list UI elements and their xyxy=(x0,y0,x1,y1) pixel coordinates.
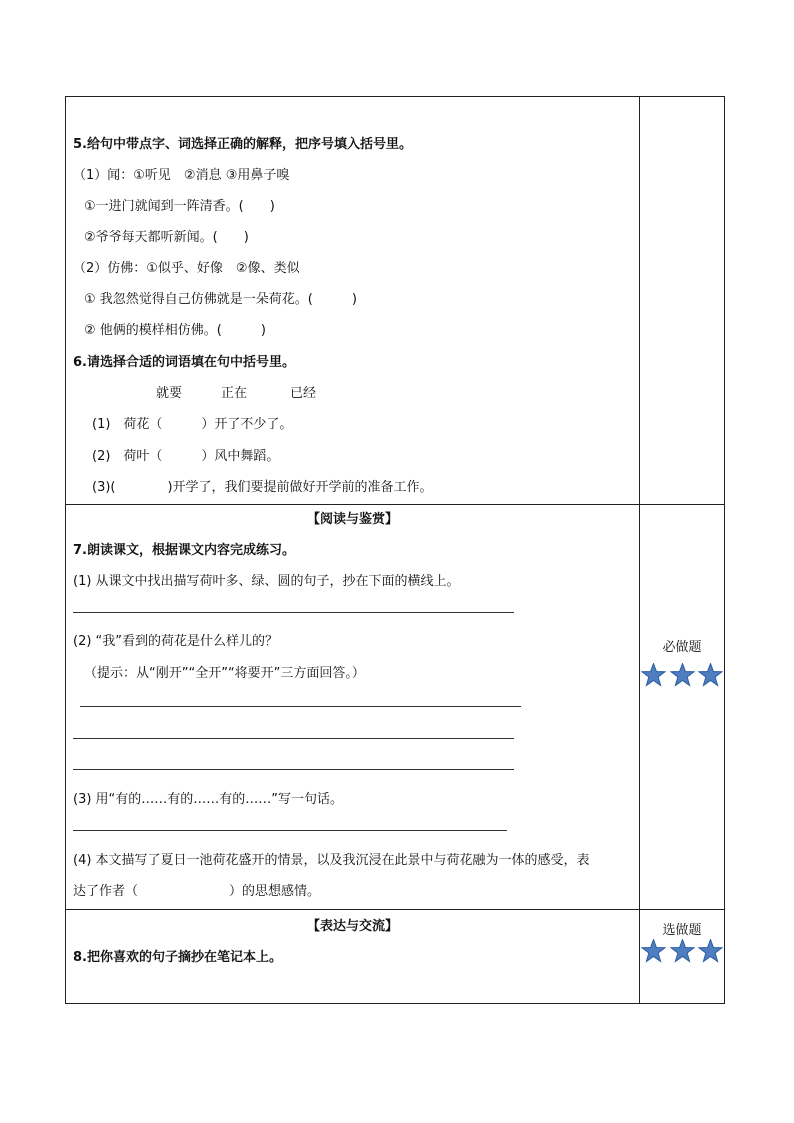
q6-word-1: 就要 xyxy=(156,386,183,401)
q6-item3: (3)( )开学了，我们要提前做好开学前的准备工作。 xyxy=(92,480,433,495)
expression-header: 【表达与交流】 xyxy=(306,919,398,934)
q6-word-3: 已经 xyxy=(290,386,317,401)
required-label: 必做题 xyxy=(662,640,702,655)
q6-word-2: 正在 xyxy=(221,386,248,401)
q8-title: 8.把你喜欢的句子摘抄在笔记本上。 xyxy=(73,950,282,965)
section-expression xyxy=(66,910,640,1004)
q7-item4-line2: 达了作者（ ）的思想感情。 xyxy=(73,884,321,899)
star-icon xyxy=(670,939,695,963)
star-icon xyxy=(641,939,666,963)
reading-header: 【阅读与鉴赏】 xyxy=(306,512,398,527)
q5-title: 5.给句中带点字、词选择正确的解释，把序号填入括号里。 xyxy=(73,137,412,152)
side-cell-optional xyxy=(640,910,725,1004)
difficulty-stars xyxy=(640,939,724,967)
answer-line[interactable] xyxy=(73,830,507,831)
q5-item1: （1）闻：①听见 ②消息 ③用鼻子嗅 xyxy=(73,168,290,183)
section-word-exercises xyxy=(66,97,640,505)
star-icon xyxy=(698,663,723,687)
answer-line[interactable] xyxy=(80,706,521,707)
difficulty-stars xyxy=(640,663,724,691)
q6-item1: (1) 荷花（ ）开了不少了。 xyxy=(92,417,293,432)
q7-title: 7.朗读课文，根据课文内容完成练习。 xyxy=(73,543,295,558)
q7-item2: (2) “我”看到的荷花是什么样儿的？ xyxy=(73,634,279,649)
section-reading xyxy=(66,505,640,910)
q5-item1b: ②爷爷每天都听新闻。( ) xyxy=(84,230,249,245)
q5-item2a: ① 我忽然觉得自己仿佛就是一朵荷花。( ) xyxy=(84,292,357,307)
star-icon xyxy=(641,663,666,687)
q7-item4-line1: (4) 本文描写了夏日一池荷花盛开的情景，以及我沉浸在此景中与荷花融为一体的感受，表 xyxy=(73,853,590,868)
optional-label: 选做题 xyxy=(662,923,702,938)
star-icon xyxy=(670,663,695,687)
q7-item2-hint: （提示：从“刚开”“全开”“将要开”三方面回答。） xyxy=(84,666,365,681)
q7-item1: (1) 从课文中找出描写荷叶多、绿、圆的句子，抄在下面的横线上。 xyxy=(73,574,460,589)
answer-line[interactable] xyxy=(73,769,514,770)
star-icon xyxy=(698,939,723,963)
q5-item1a: ①一进门就闻到一阵清香。( ) xyxy=(84,199,275,214)
answer-line[interactable] xyxy=(73,738,514,739)
q6-title: 6.请选择合适的词语填在句中括号里。 xyxy=(73,355,295,370)
q7-item3: (3) 用“有的……有的……有的……”写一句话。 xyxy=(73,792,344,807)
side-cell-empty xyxy=(640,97,725,505)
side-cell-required xyxy=(640,505,725,910)
q5-item2: （2）仿佛：①似乎、好像 ②像、类似 xyxy=(73,261,300,276)
answer-line[interactable] xyxy=(73,612,514,613)
q5-item2b: ② 他俩的模样相仿佛。( ) xyxy=(84,323,266,338)
q6-item2: (2) 荷叶（ ）风中舞蹈。 xyxy=(92,449,280,464)
worksheet-table xyxy=(65,96,725,1004)
